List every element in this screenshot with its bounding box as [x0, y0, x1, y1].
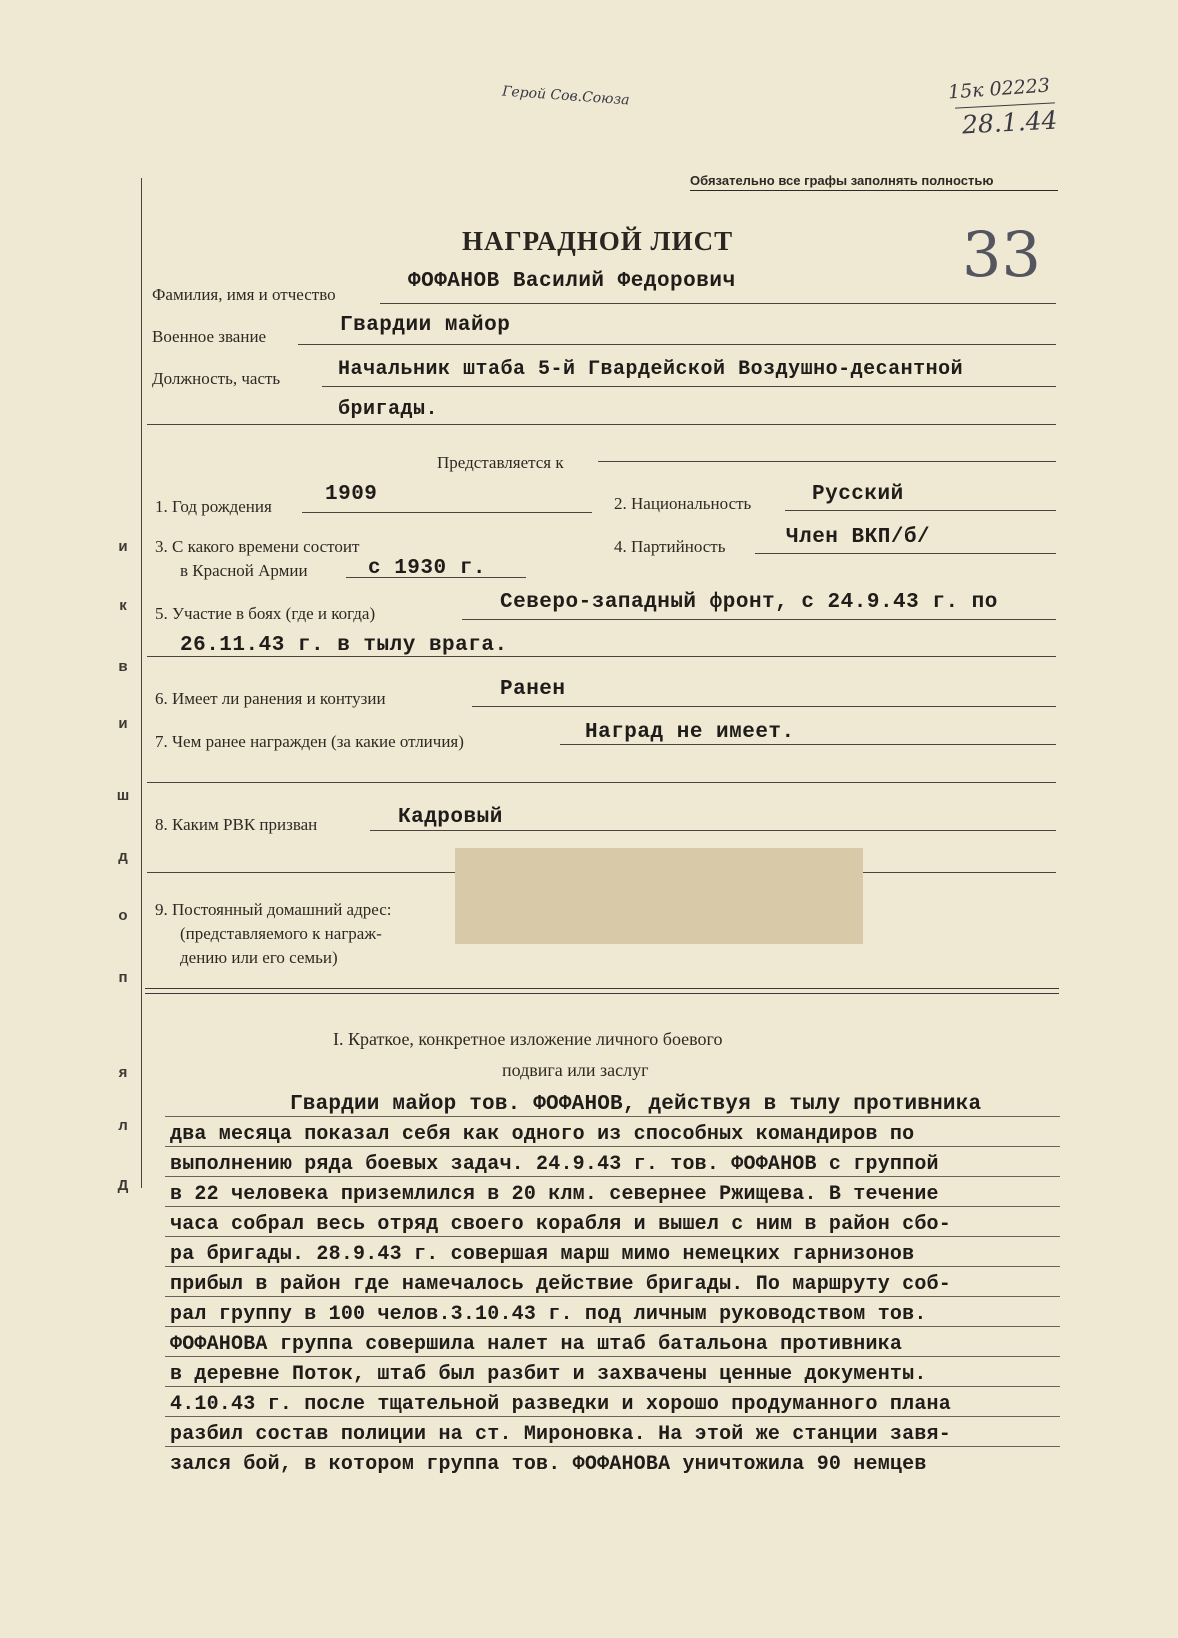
side-char: и — [118, 715, 128, 732]
notice-underline — [690, 190, 1058, 191]
awards-label: 7. Чем ранее награжден (за какие отличия) — [155, 732, 464, 751]
presented-line — [598, 461, 1056, 462]
rvk-label: 8. Каким РВК призван — [155, 815, 318, 834]
battles-line-1 — [462, 619, 1056, 620]
birth-line — [302, 512, 592, 513]
rank-label: Военное звание — [152, 327, 267, 346]
body-line: прибыл в район где намечалось действие бригады. По маршруту соб- — [170, 1273, 951, 1296]
side-char: п — [118, 969, 128, 986]
redacted-address — [455, 848, 863, 944]
position-label: Должность, часть — [152, 369, 281, 388]
name-value: ФОФАНОВ Василий Федорович — [408, 270, 736, 293]
body-line: в деревне Поток, штаб был разбит и захвачены ценные документы. — [170, 1363, 927, 1386]
body-line: в 22 человека приземлился в 20 клм. севернее Ржищева. В течение — [170, 1183, 939, 1206]
separator-line-2 — [145, 993, 1059, 994]
battles-label: 5. Участие в боях (где и когда) — [155, 604, 376, 623]
side-char: Д — [117, 1177, 129, 1194]
army-label-1: 3. С какого времени состоит — [155, 537, 360, 556]
birth-value: 1909 — [325, 483, 378, 506]
nationality-value: Русский — [812, 483, 904, 506]
body-line: ра бригады. 28.9.43 г. совершая марш мимо немецких гарнизонов — [170, 1243, 915, 1266]
side-char: я — [118, 1064, 128, 1081]
side-char: в — [118, 658, 128, 675]
address-label-3: дению или его семьи) — [180, 948, 338, 967]
wounds-value: Ранен — [500, 678, 566, 701]
army-value: с 1930 г. — [368, 557, 486, 580]
sheet-number: 33 — [962, 218, 1041, 291]
side-char: и — [118, 538, 128, 555]
handwritten-date: 28.1.44 — [961, 105, 1059, 140]
rule-line — [165, 1326, 1060, 1327]
rank-line — [298, 344, 1056, 345]
rule-line — [165, 1146, 1060, 1147]
position-value-1: Начальник штаба 5-й Гвардейской Воздушно-десантной — [338, 358, 964, 381]
rvk-value: Кадровый — [398, 806, 503, 829]
army-label-2: в Красной Армии — [180, 561, 308, 580]
side-char: ш — [116, 787, 130, 804]
body-line: рал группу в 100 челов.3.10.43 г. под личным руководством тов. — [170, 1303, 927, 1326]
body-line: два месяца показал себя как одного из способных командиров по — [170, 1123, 915, 1146]
battles-value-1: Северо-западный фронт, с 24.9.43 г. по — [500, 591, 998, 614]
rule-line — [165, 1416, 1060, 1417]
birth-label: 1. Год рождения — [155, 497, 272, 516]
body-line: Гвардии майор тов. ФОФАНОВ, действуя в тылу противника — [290, 1093, 982, 1116]
battles-value-2: 26.11.43 г. в тылу врага. — [180, 634, 508, 657]
body-line: зался бой, в котором группа тов. ФОФАНОВА уничтожила 90 немцев — [170, 1453, 927, 1476]
party-label: 4. Партийность — [614, 537, 726, 556]
wounds-line — [472, 706, 1056, 707]
name-label: Фамилия, имя и отчество — [152, 285, 336, 304]
separator-line-1 — [145, 988, 1059, 989]
rule-line — [165, 1206, 1060, 1207]
rule-line — [165, 1236, 1060, 1237]
name-line — [380, 303, 1056, 304]
address-label-2: (представляемого к награж- — [180, 924, 382, 943]
rank-value: Гвардии майор — [340, 314, 511, 337]
rule-line — [165, 1296, 1060, 1297]
presented-label: Представляется к — [437, 453, 564, 472]
left-border-line — [141, 178, 142, 1188]
address-label-1: 9. Постоянный домашний адрес: — [155, 900, 392, 919]
body-line: разбил состав полиции на ст. Мироновка. На этой же станции завя- — [170, 1423, 951, 1446]
nationality-line — [785, 510, 1056, 511]
side-char: к — [119, 597, 127, 614]
rule-line — [165, 1266, 1060, 1267]
rule-line — [165, 1386, 1060, 1387]
side-char: о — [118, 907, 128, 924]
party-value: Член ВКП/б/ — [786, 526, 931, 549]
position-value-2: бригады. — [338, 398, 439, 421]
side-char: д — [118, 848, 128, 865]
awards-line-1 — [560, 744, 1056, 745]
nationality-label: 2. Национальность — [614, 494, 752, 513]
rule-line — [165, 1356, 1060, 1357]
notice-text: Обязательно все графы заполнять полностью — [690, 173, 994, 188]
position-line-2 — [147, 424, 1056, 425]
page-title: НАГРАДНОЙ ЛИСТ — [462, 226, 734, 256]
section-heading-2: подвига или заслуг — [502, 1060, 649, 1080]
wounds-label: 6. Имеет ли ранения и контузии — [155, 689, 386, 708]
rvk-line-1 — [370, 830, 1056, 831]
rule-line — [165, 1176, 1060, 1177]
body-line: выполнению ряда боевых задач. 24.9.43 г. тов. ФОФАНОВ с группой — [170, 1153, 939, 1176]
section-heading-1: I. Краткое, конкретное изложение личного боевого — [333, 1029, 723, 1049]
awards-value: Наград не имеет. — [585, 721, 795, 744]
awards-line-2 — [147, 782, 1056, 783]
rule-line — [165, 1116, 1060, 1117]
side-char: л — [118, 1117, 128, 1134]
handwritten-number: 15к 02223 — [947, 74, 1051, 104]
handwritten-note-top: Герой Сов.Союза — [501, 83, 631, 109]
rule-line — [165, 1446, 1060, 1447]
body-line: часа собрал весь отряд своего корабля и вышел с ним в район сбо- — [170, 1213, 951, 1236]
position-line-1 — [322, 386, 1056, 387]
body-line: ФОФАНОВА группа совершила налет на штаб батальона противника — [170, 1333, 903, 1356]
body-line: 4.10.43 г. после тщательной разведки и хорошо продуманного плана — [170, 1393, 951, 1416]
party-line — [755, 553, 1056, 554]
